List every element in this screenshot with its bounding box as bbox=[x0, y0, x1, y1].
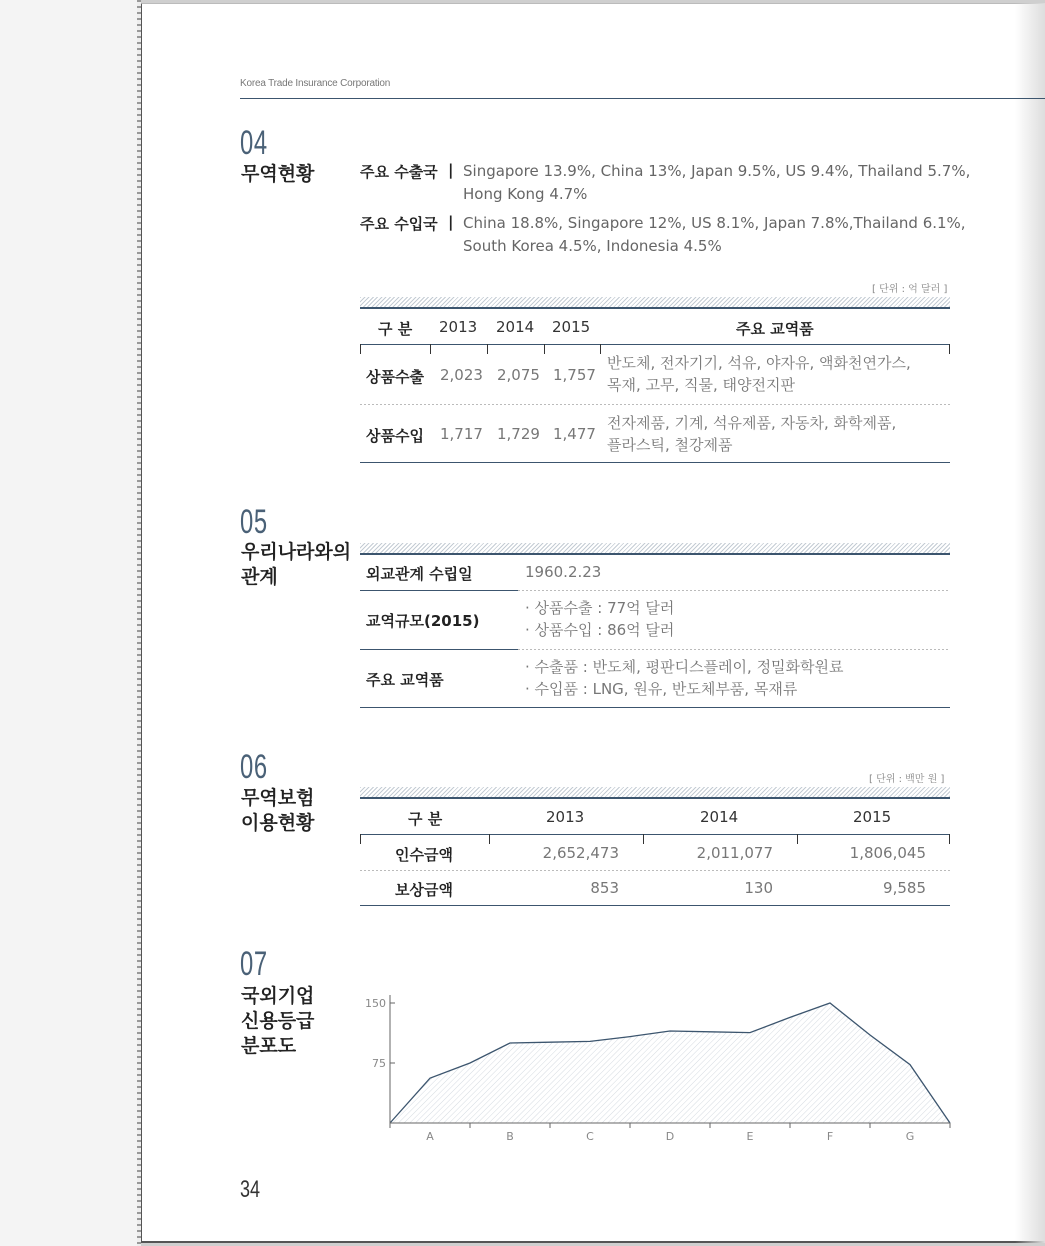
table1-cell: 2,023 bbox=[440, 366, 483, 384]
chart-x-tick-label: E bbox=[746, 1130, 754, 1143]
page-edge-shadow bbox=[1015, 3, 1045, 1243]
import-countries-line1: China 18.8%, Singapore 12%, US 8.1%, Japan 7.8%,Thailand 6.1%, bbox=[463, 214, 966, 232]
chart-area-fill bbox=[390, 1003, 950, 1123]
binding-spine bbox=[137, 0, 141, 1246]
table3-header-category: 구 분 bbox=[408, 810, 443, 828]
table1-goods-line1: 반도체, 전자기기, 석유, 야자유, 액화천연가스, bbox=[607, 354, 911, 372]
table2-row-divider bbox=[518, 590, 950, 591]
table2-label-rule bbox=[360, 590, 518, 591]
table2-row-label: 교역규모(2015) bbox=[366, 612, 480, 630]
chart-x-tick-label: A bbox=[426, 1130, 434, 1143]
section-04-number: 04 bbox=[240, 124, 268, 162]
table1-header-2014: 2014 bbox=[496, 318, 535, 336]
section-04-title: 무역현황 bbox=[241, 163, 315, 185]
section-05-title-line2: 관계 bbox=[241, 566, 278, 588]
table3-cell: 853 bbox=[590, 879, 619, 897]
table3-cell: 9,585 bbox=[883, 879, 926, 897]
table1-cell: 1,757 bbox=[553, 366, 596, 384]
table3-header-2015: 2015 bbox=[853, 808, 892, 826]
table3-tick bbox=[643, 834, 644, 844]
table1-tick bbox=[600, 344, 601, 354]
table2-bottom-rule bbox=[360, 707, 950, 708]
table3-row-label: 보상금액 bbox=[395, 881, 453, 899]
running-header: Korea Trade Insurance Corporation bbox=[240, 78, 391, 89]
table3-cell: 1,806,045 bbox=[849, 844, 926, 862]
section-06-number: 06 bbox=[240, 748, 268, 786]
export-countries-line2: Hong Kong 4.7% bbox=[463, 185, 588, 203]
table1-goods-line1: 전자제품, 기계, 석유제품, 자동차, 화학제품, bbox=[607, 414, 897, 432]
table2-value: 1960.2.23 bbox=[525, 563, 602, 581]
table1-tick bbox=[430, 344, 431, 354]
import-countries-label: 주요 수입국 bbox=[360, 215, 438, 233]
table1-goods-line2: 목재, 고무, 직물, 태양전지판 bbox=[607, 376, 795, 394]
section-07-title-line1: 국외기업 bbox=[241, 985, 315, 1007]
table3-header-2013: 2013 bbox=[546, 808, 585, 826]
table3-tick bbox=[797, 834, 798, 844]
table3-row-label: 인수금액 bbox=[395, 846, 453, 864]
table1-hatch-bar bbox=[360, 297, 950, 309]
table1-row-label: 상품수입 bbox=[366, 427, 424, 445]
header-rule bbox=[240, 98, 1045, 99]
table3-unit: [ 단위 : 백만 원 ] bbox=[869, 774, 945, 785]
table2-row-label: 외교관계 수립일 bbox=[366, 565, 473, 583]
section-06-title-line2: 이용현황 bbox=[241, 812, 315, 834]
page-number: 34 bbox=[240, 1176, 261, 1203]
chart-x-tick-label: D bbox=[665, 1130, 675, 1143]
table3-tick bbox=[489, 834, 490, 844]
table3-tick bbox=[360, 834, 361, 844]
table2-value-line1: · 수출품 : 반도체, 평판디스플레이, 정밀화학원료 bbox=[525, 658, 844, 676]
section-05-title-line1: 우리나라와의 bbox=[241, 541, 352, 563]
table3-tick bbox=[949, 834, 950, 844]
table3-cell: 2,011,077 bbox=[696, 844, 773, 862]
table1-header-category: 구 분 bbox=[378, 320, 413, 338]
import-bar: | bbox=[448, 213, 454, 231]
table1-row-divider bbox=[360, 404, 950, 405]
table1-goods-line2: 플라스틱, 철강제품 bbox=[607, 436, 733, 454]
table1-cell: 1,729 bbox=[497, 425, 540, 443]
table3-bottom-rule bbox=[360, 905, 950, 906]
table1-tick bbox=[360, 344, 361, 354]
table1-bottom-rule bbox=[360, 462, 950, 463]
table1-cell: 2,075 bbox=[497, 366, 540, 384]
table1-cell: 1,477 bbox=[553, 425, 596, 443]
table3-header-rule bbox=[360, 834, 950, 835]
chart-x-tick-label: F bbox=[826, 1130, 834, 1143]
import-countries-line2: South Korea 4.5%, Indonesia 4.5% bbox=[463, 237, 722, 255]
chart-x-tick-label: B bbox=[506, 1130, 514, 1143]
table2-value-line1: · 상품수출 : 77억 달러 bbox=[525, 599, 675, 617]
table2-hatch-bar bbox=[360, 543, 950, 555]
section-07-title-line2: 신용등급 bbox=[241, 1010, 315, 1032]
table3-cell: 2,652,473 bbox=[542, 844, 619, 862]
credit-rating-chart bbox=[355, 985, 960, 1150]
table1-header-goods: 주요 교역품 bbox=[736, 320, 814, 338]
table3-row-divider bbox=[360, 870, 950, 871]
table1-tick bbox=[487, 344, 488, 354]
section-06-title-line1: 무역보험 bbox=[241, 787, 315, 809]
table3-header-2014: 2014 bbox=[700, 808, 739, 826]
table1-tick bbox=[949, 344, 950, 354]
table2-value-line2: · 상품수입 : 86억 달러 bbox=[525, 621, 675, 639]
table3-hatch-bar bbox=[360, 787, 950, 799]
table2-row-label: 주요 교역품 bbox=[366, 671, 444, 689]
table1-header-2015: 2015 bbox=[552, 318, 591, 336]
table1-header-2013: 2013 bbox=[439, 318, 478, 336]
table3-cell: 130 bbox=[744, 879, 773, 897]
chart-x-tick-label: G bbox=[905, 1130, 915, 1143]
section-07-number: 07 bbox=[240, 945, 268, 983]
export-bar: | bbox=[448, 161, 454, 179]
section-07-title-line3: 분포도 bbox=[241, 1035, 297, 1057]
export-countries-line1: Singapore 13.9%, China 13%, Japan 9.5%, US 9.4%, Thailand 5.7%, bbox=[463, 162, 971, 180]
chart-y-tick-label: 75 bbox=[372, 1057, 386, 1070]
table1-cell: 1,717 bbox=[440, 425, 483, 443]
table2-row-divider bbox=[518, 649, 950, 650]
table2-label-rule bbox=[360, 649, 518, 650]
section-05-number: 05 bbox=[240, 503, 268, 541]
table1-row-label: 상품수출 bbox=[366, 368, 424, 386]
chart-y-tick-label: 150 bbox=[365, 997, 386, 1010]
chart-x-tick-label: C bbox=[586, 1130, 594, 1143]
table1-unit: [ 단위 : 억 달러 ] bbox=[872, 284, 948, 295]
table2-value-line2: · 수입품 : LNG, 원유, 반도체부품, 목재류 bbox=[525, 680, 798, 698]
export-countries-label: 주요 수출국 bbox=[360, 163, 438, 181]
table1-header-rule bbox=[360, 344, 950, 345]
table1-tick bbox=[544, 344, 545, 354]
